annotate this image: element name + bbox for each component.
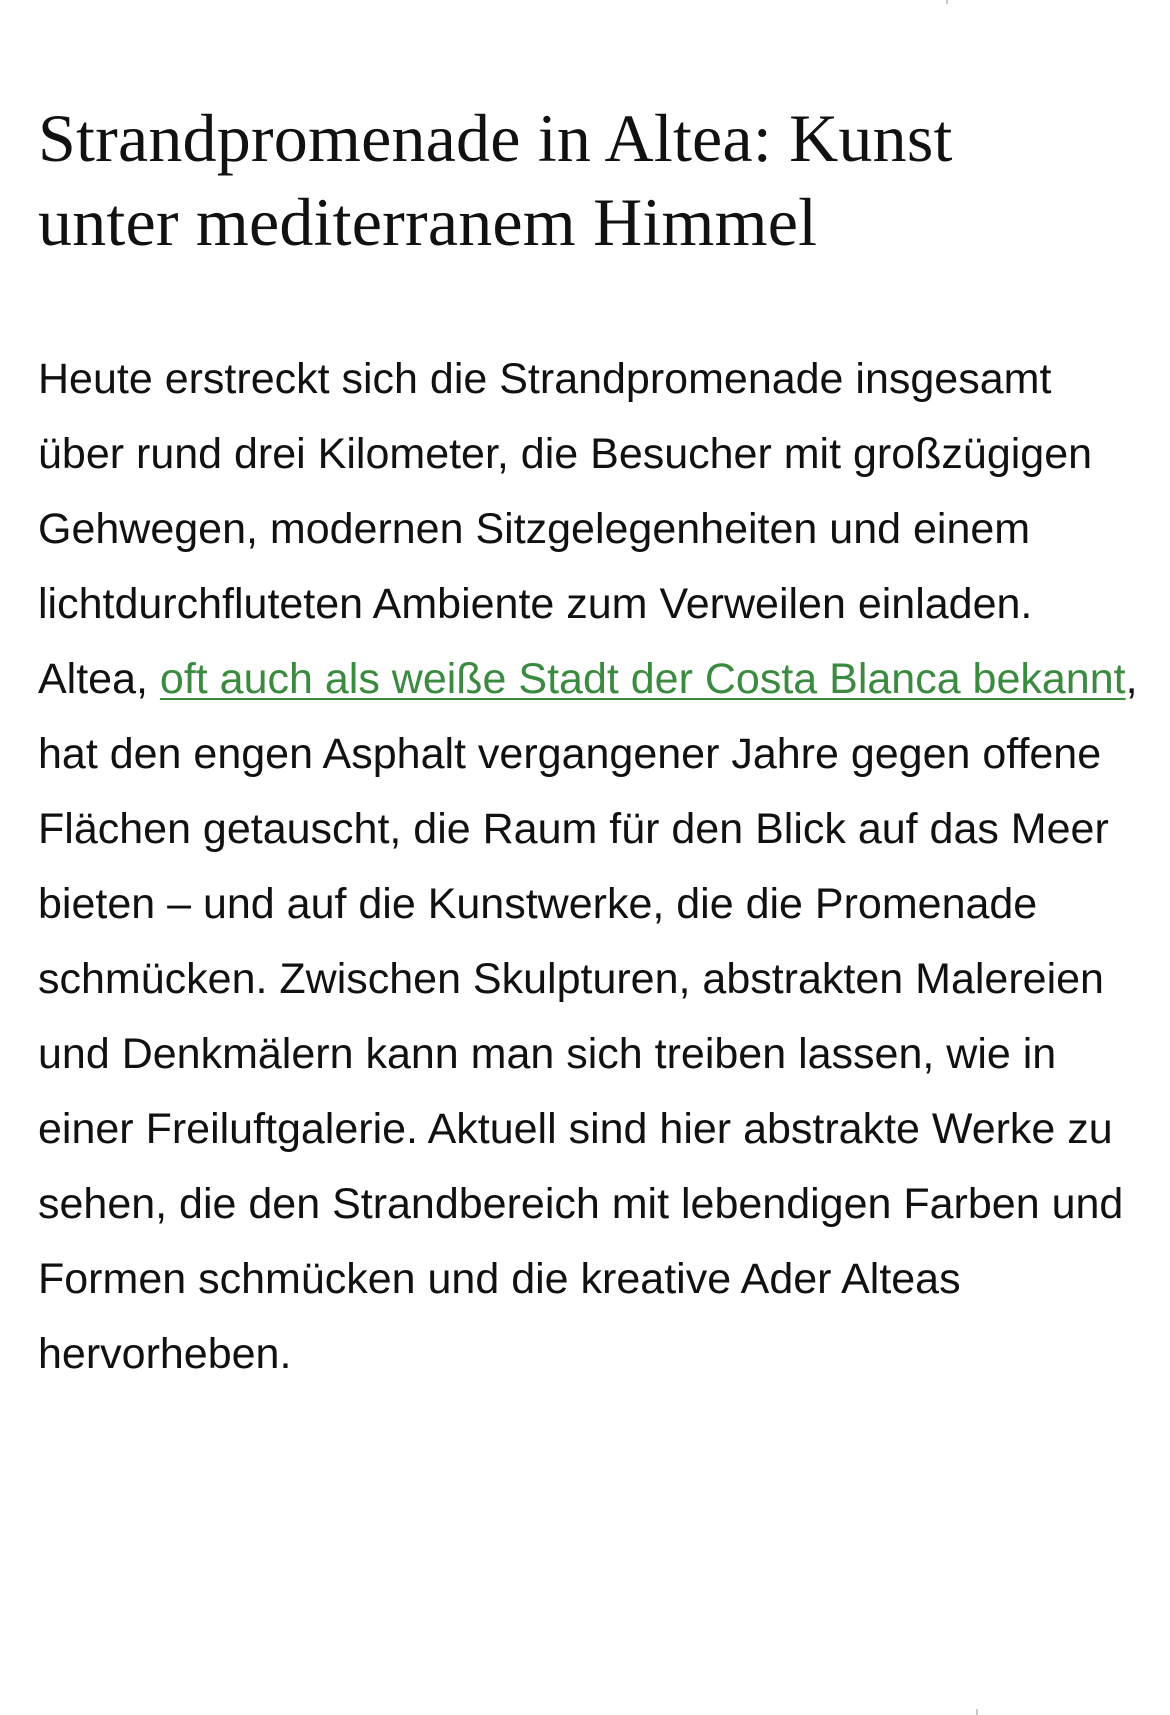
paragraph-text-end: , hat den engen Asphalt vergangener Jahre gegen offene Flächen getauscht, die Raum für den Blick auf das Meer bieten – und auf die Kunstwerke, die die Promenade schmücken. Zwischen Skulpturen, abstrakten Malereien und Denkmälern kann man sich treiben lassen, wie in einer Freiluftgalerie. Aktuell sind hier abstrakte Werke zu sehen, die den Strandbereich mit lebendigen Farben und Formen schmücken und die kreative Ader Alteas hervorheben.	[38, 655, 1138, 1378]
headline-line-1: Strandpromenade in Altea: Kunst	[38, 100, 953, 176]
white-city-link[interactable]: oft auch als weiße Stadt der Costa Blanca bekannt	[159, 655, 1126, 703]
paragraph-text-start: Heute erstreckt sich die Strandpromenade insgesamt über rund drei Kilometer, die Besucher mit großzügigen Gehwegen, modernen Sitzgelegenheiten und einem lichtdurchfluteten Ambiente zum Verweilen einladen. Altea,	[38, 355, 1093, 703]
headline-line-2: unter mediterranem Himmel	[38, 184, 818, 260]
article-headline	[38, 96, 1138, 264]
bottom-edge-mark	[976, 1709, 978, 1715]
article-paragraph	[38, 342, 1138, 1392]
top-edge-mark	[946, 0, 948, 4]
article	[38, 96, 1138, 1392]
